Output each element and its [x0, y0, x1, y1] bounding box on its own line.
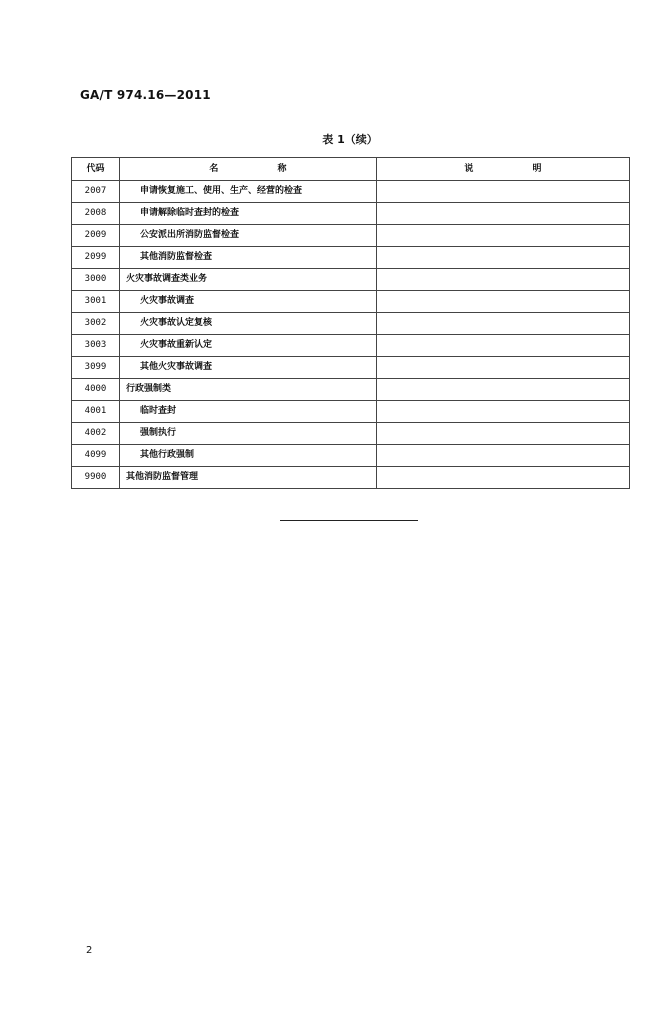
row-code: 3000: [72, 269, 120, 291]
row-name: 火灾事故调查: [120, 291, 377, 313]
row-name: 火灾事故认定复核: [120, 313, 377, 335]
table-body: [72, 181, 630, 489]
row-name: 火灾事故重新认定: [120, 335, 377, 357]
code-table: [71, 157, 630, 489]
page-number: 2: [86, 945, 93, 956]
table-caption: 表 1（续）: [322, 133, 378, 146]
row-name: 其他火灾事故调查: [120, 357, 377, 379]
row-name: 临时查封: [120, 401, 377, 423]
row-name: 其他消防监督管理: [120, 467, 377, 489]
row-name: 申请恢复施工、使用、生产、经营的检查: [120, 181, 377, 203]
row-description: [377, 247, 630, 269]
table-row: [72, 445, 630, 467]
row-code: 4000: [72, 379, 120, 401]
row-description: [377, 335, 630, 357]
column-header-code: 代码: [72, 158, 120, 181]
table-row: [72, 313, 630, 335]
table-row: [72, 225, 630, 247]
row-description: [377, 357, 630, 379]
row-code: 9900: [72, 467, 120, 489]
end-of-table-rule: [280, 520, 418, 521]
row-name: 其他行政强制: [120, 445, 377, 467]
table-row: [72, 291, 630, 313]
row-code: 2007: [72, 181, 120, 203]
column-header-name: 名 称: [120, 158, 377, 181]
table-row: [72, 423, 630, 445]
row-description: [377, 423, 630, 445]
row-description: [377, 291, 630, 313]
table-row: [72, 357, 630, 379]
row-description: [377, 313, 630, 335]
row-description: [377, 401, 630, 423]
table-row: [72, 401, 630, 423]
row-code: 2099: [72, 247, 120, 269]
table-header-row: [72, 158, 630, 181]
row-name: 强制执行: [120, 423, 377, 445]
row-code: 3003: [72, 335, 120, 357]
table-row: [72, 269, 630, 291]
row-description: [377, 445, 630, 467]
row-name: 申请解除临时查封的检查: [120, 203, 377, 225]
row-name: 火灾事故调查类业务: [120, 269, 377, 291]
table-row: [72, 467, 630, 489]
row-code: 4002: [72, 423, 120, 445]
standard-number: GA/T 974.16—2011: [80, 88, 211, 102]
row-code: 2008: [72, 203, 120, 225]
row-code: 2009: [72, 225, 120, 247]
table-row: [72, 203, 630, 225]
column-header-description: 说 明: [377, 158, 630, 181]
row-name: 其他消防监督检查: [120, 247, 377, 269]
row-name: 公安派出所消防监督检查: [120, 225, 377, 247]
row-description: [377, 269, 630, 291]
table-row: [72, 181, 630, 203]
table-row: [72, 335, 630, 357]
row-code: 3002: [72, 313, 120, 335]
row-code: 3099: [72, 357, 120, 379]
row-name: 行政强制类: [120, 379, 377, 401]
table-row: [72, 379, 630, 401]
table-row: [72, 247, 630, 269]
row-code: 4099: [72, 445, 120, 467]
row-description: [377, 467, 630, 489]
row-description: [377, 181, 630, 203]
row-code: 3001: [72, 291, 120, 313]
row-description: [377, 225, 630, 247]
row-description: [377, 203, 630, 225]
row-code: 4001: [72, 401, 120, 423]
row-description: [377, 379, 630, 401]
